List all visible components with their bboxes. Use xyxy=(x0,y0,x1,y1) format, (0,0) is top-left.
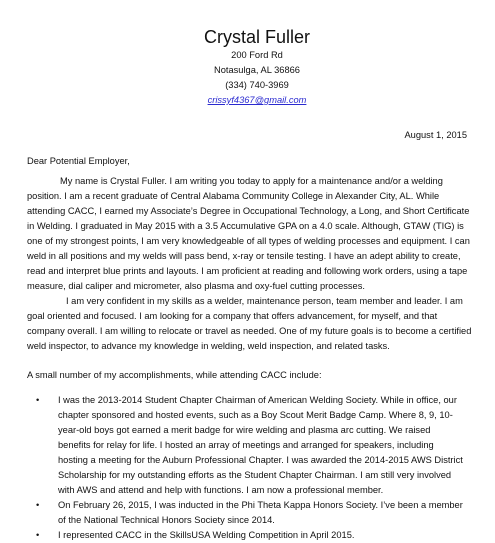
list-item xyxy=(27,498,465,528)
accomplishment-text: I was the 2013-2014 Student Chapter Chairman of American Welding Society. While in office, our chapter sponsored and hosted events, such as a Boy Scout Merit Badge Camp. Where 8, 9, 10-year-old boys got earned a merit badge for wire welding and plasma arc cutting. We raised benefits for relay for life. I hosted an array of meetings and arranged for speakers, including hosting a meeting for the Auburn Professional Chapter. I was awarded the 2014-2015 AWS District Scholarship for my outstanding efforts as the Student Chapter Chairman. I am still very involved with AWS and attend and help with functions. I am now a professional member. xyxy=(58,395,463,495)
city-state-zip: Notasulga, AL 36866 xyxy=(214,65,300,75)
accomplishments-list xyxy=(27,393,473,543)
bullet-icon: • xyxy=(36,500,40,510)
letter-header xyxy=(27,0,473,108)
bullet-icon: • xyxy=(36,395,40,405)
street-address: 200 Ford Rd xyxy=(231,50,283,60)
accomplishment-text: I represented CACC in the SkillsUSA Welding Competition in April 2015. xyxy=(58,530,355,540)
body-paragraph-goals: I am very confident in my skills as a welder, maintenance person, team member and leader. I am goal oriented and focused. I am looking for a company that offers advancement, for myself, and that company overall. I am willing to relocate or travel as needed. One of my future goals is to become a certified weld inspector, to advance my knowledge in welding, weld inspection, and related tasks. xyxy=(27,296,472,351)
bullet-icon: • xyxy=(36,530,40,540)
accomplishment-text: On February 26, 2015, I was inducted in the Phi Theta Kappa Honors Society. I’ve been a member of the National Technical Honors Society since 2014. xyxy=(58,500,463,525)
body-paragraph-intro: My name is Crystal Fuller. I am writing you today to apply for a maintenance and/or a welding position. I am a recent graduate of Central Alabama Community College in Alexander City, AL. While attending CACC, I earned my Associate’s Degree in Occupational Technology, a Long, and Short Certificate in Welding. I graduated in May 2015 with a 3.5 Accumulative GPA on a 4.0 scale. Although, GTAW (TIG) is one of my strongest points, I am very knowledgeable of all types of welding processes and equipment. I can weld in all positions and my welds will pass bend, x-ray or tensile testing. I have an adept ability to create, read and interpret blue prints and layouts. I am proficient at reading and following work orders, using a tape measure, dial caliper and micrometer, also plasma and oxy-fuel cutting processes. xyxy=(27,176,470,291)
accomplishments-intro: A small number of my accomplishments, while attending CACC include: xyxy=(27,370,322,380)
applicant-name: Crystal Fuller xyxy=(203,27,310,47)
letter-date: August 1, 2015 xyxy=(404,130,467,140)
phone-number: (334) 740-3969 xyxy=(225,80,289,90)
salutation: Dear Potential Employer, xyxy=(27,156,130,166)
list-item xyxy=(27,528,465,543)
list-item xyxy=(27,393,465,498)
email-link[interactable]: crissyf4367@gmail.com xyxy=(207,95,307,105)
